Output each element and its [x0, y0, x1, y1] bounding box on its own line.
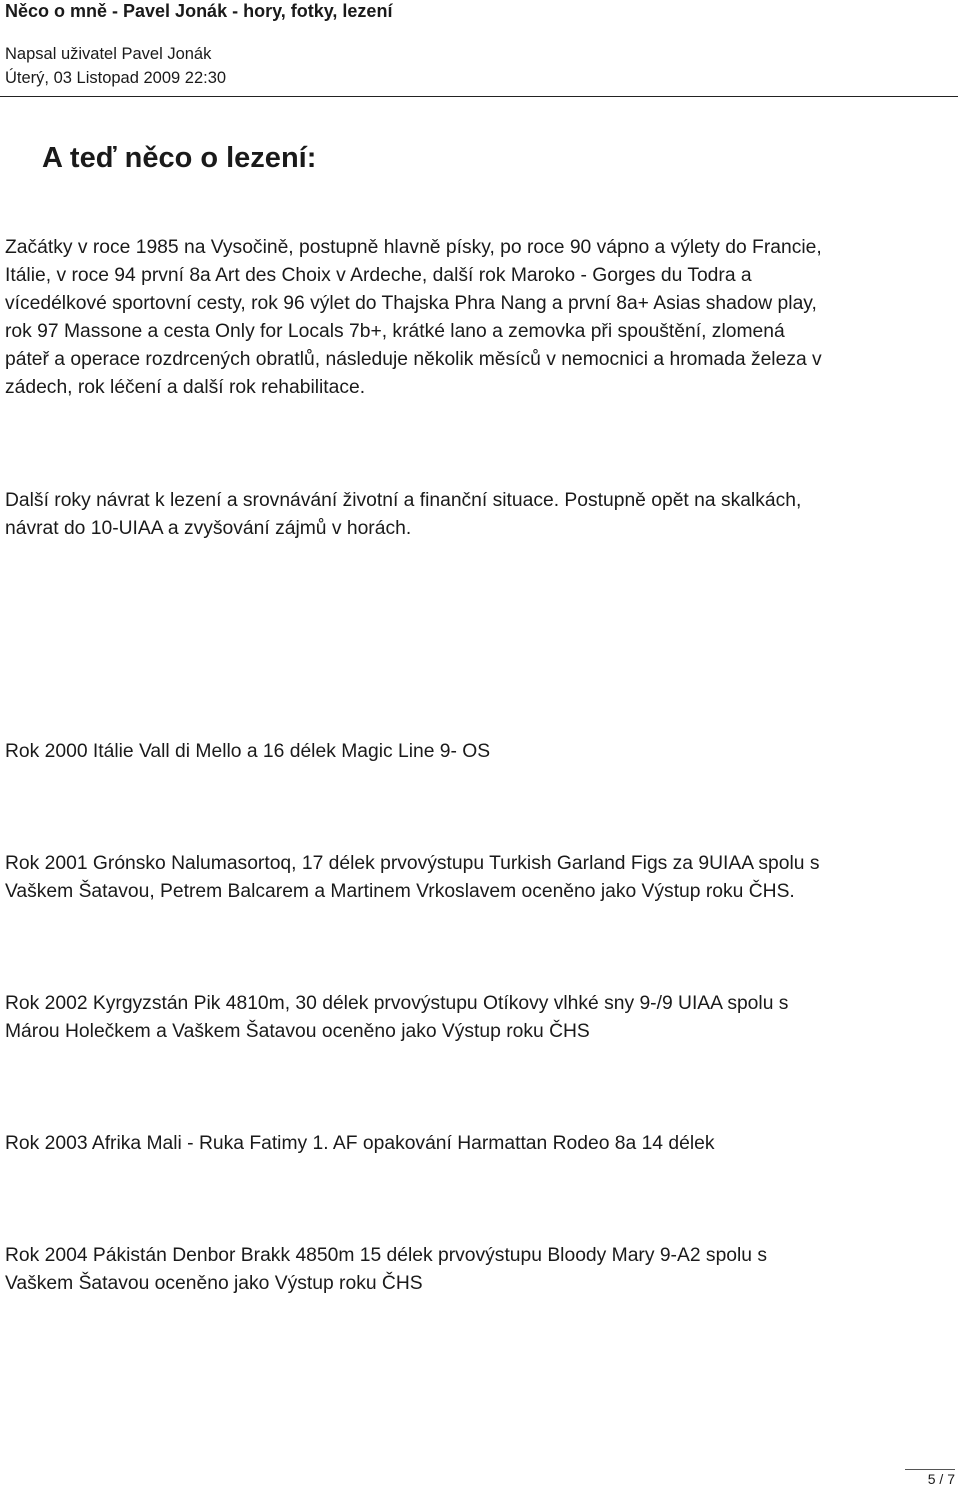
footer-divider: [905, 1469, 955, 1470]
paragraph-2003: [5, 1130, 957, 1158]
section-heading: A teď něco o lezení:: [42, 142, 317, 174]
paragraph-line: Začátky v roce 1985 na Vysočině, postupně hlavně písky, po roce 90 vápno a výlety do Francie,: [5, 237, 822, 258]
paragraph-return: [5, 487, 957, 543]
paragraph-line: Další roky návrat k lezení a srovnávání životní a finanční situace. Postupně opět na skalkách,: [5, 490, 802, 511]
paragraph-2000: [5, 738, 957, 766]
paragraph-line: Rok 2001 Grónsko Nalumasortoq, 17 délek prvovýstupu Turkish Garland Figs za 9UIAA spolu s: [5, 853, 820, 874]
paragraph-line: páteř a operace rozdrcených obratlů, následuje několik měsíců v nemocnici a hromada železa v: [5, 349, 822, 370]
paragraph-line: Rok 2003 Afrika Mali - Ruka Fatimy 1. AF opakování Harmattan Rodeo 8a 14 délek: [5, 1133, 715, 1154]
paragraph-line: Vaškem Šatavou oceněno jako Výstup roku ČHS: [5, 1273, 423, 1294]
paragraph-line: vícedélkové sportovní cesty, rok 96 výlet do Thajska Phra Nang a první 8a+ Asias shadow play,: [5, 293, 817, 314]
author-line: Napsal uživatel Pavel Jonák: [5, 45, 212, 63]
paragraph-2002: [5, 990, 957, 1046]
page-number: 5 / 7: [927, 1471, 955, 1487]
paragraph-line: Vaškem Šatavou, Petrem Balcarem a Martinem Vrkoslavem oceněno jako Výstup roku ČHS.: [5, 881, 795, 902]
paragraph-line: Rok 2000 Itálie Vall di Mello a 16 délek Magic Line 9- OS: [5, 741, 491, 762]
document-title: Něco o mně - Pavel Jonák - hory, fotky, lezení: [5, 1, 393, 21]
date-line: Úterý, 03 Listopad 2009 22:30: [5, 69, 227, 87]
paragraph-line: rok 97 Massone a cesta Only for Locals 7b+, krátké lano a zemovka při spouštění, zlomená: [5, 321, 785, 342]
paragraph-line: Itálie, v roce 94 první 8a Art des Choix v Ardeche, další rok Maroko - Gorges du Todra a: [5, 265, 752, 286]
paragraph-beginnings: [5, 234, 957, 402]
paragraph-2001: [5, 850, 957, 906]
paragraph-line: Rok 2002 Kyrgyzstán Pik 4810m, 30 délek prvovýstupu Otíkovy vlhké sny 9-/9 UIAA spolu s: [5, 993, 789, 1014]
paragraph-line: zádech, rok léčení a další rok rehabilitace.: [5, 377, 366, 398]
paragraph-2004: [5, 1242, 957, 1298]
paragraph-line: Márou Holečkem a Vaškem Šatavou oceněno jako Výstup roku ČHS: [5, 1021, 590, 1042]
page-header: [0, 0, 958, 97]
paragraph-line: Rok 2004 Pákistán Denbor Brakk 4850m 15 délek prvovýstupu Bloody Mary 9-A2 spolu s: [5, 1245, 768, 1266]
paragraph-line: návrat do 10-UIAA a zvyšování zájmů v horách.: [5, 518, 412, 539]
